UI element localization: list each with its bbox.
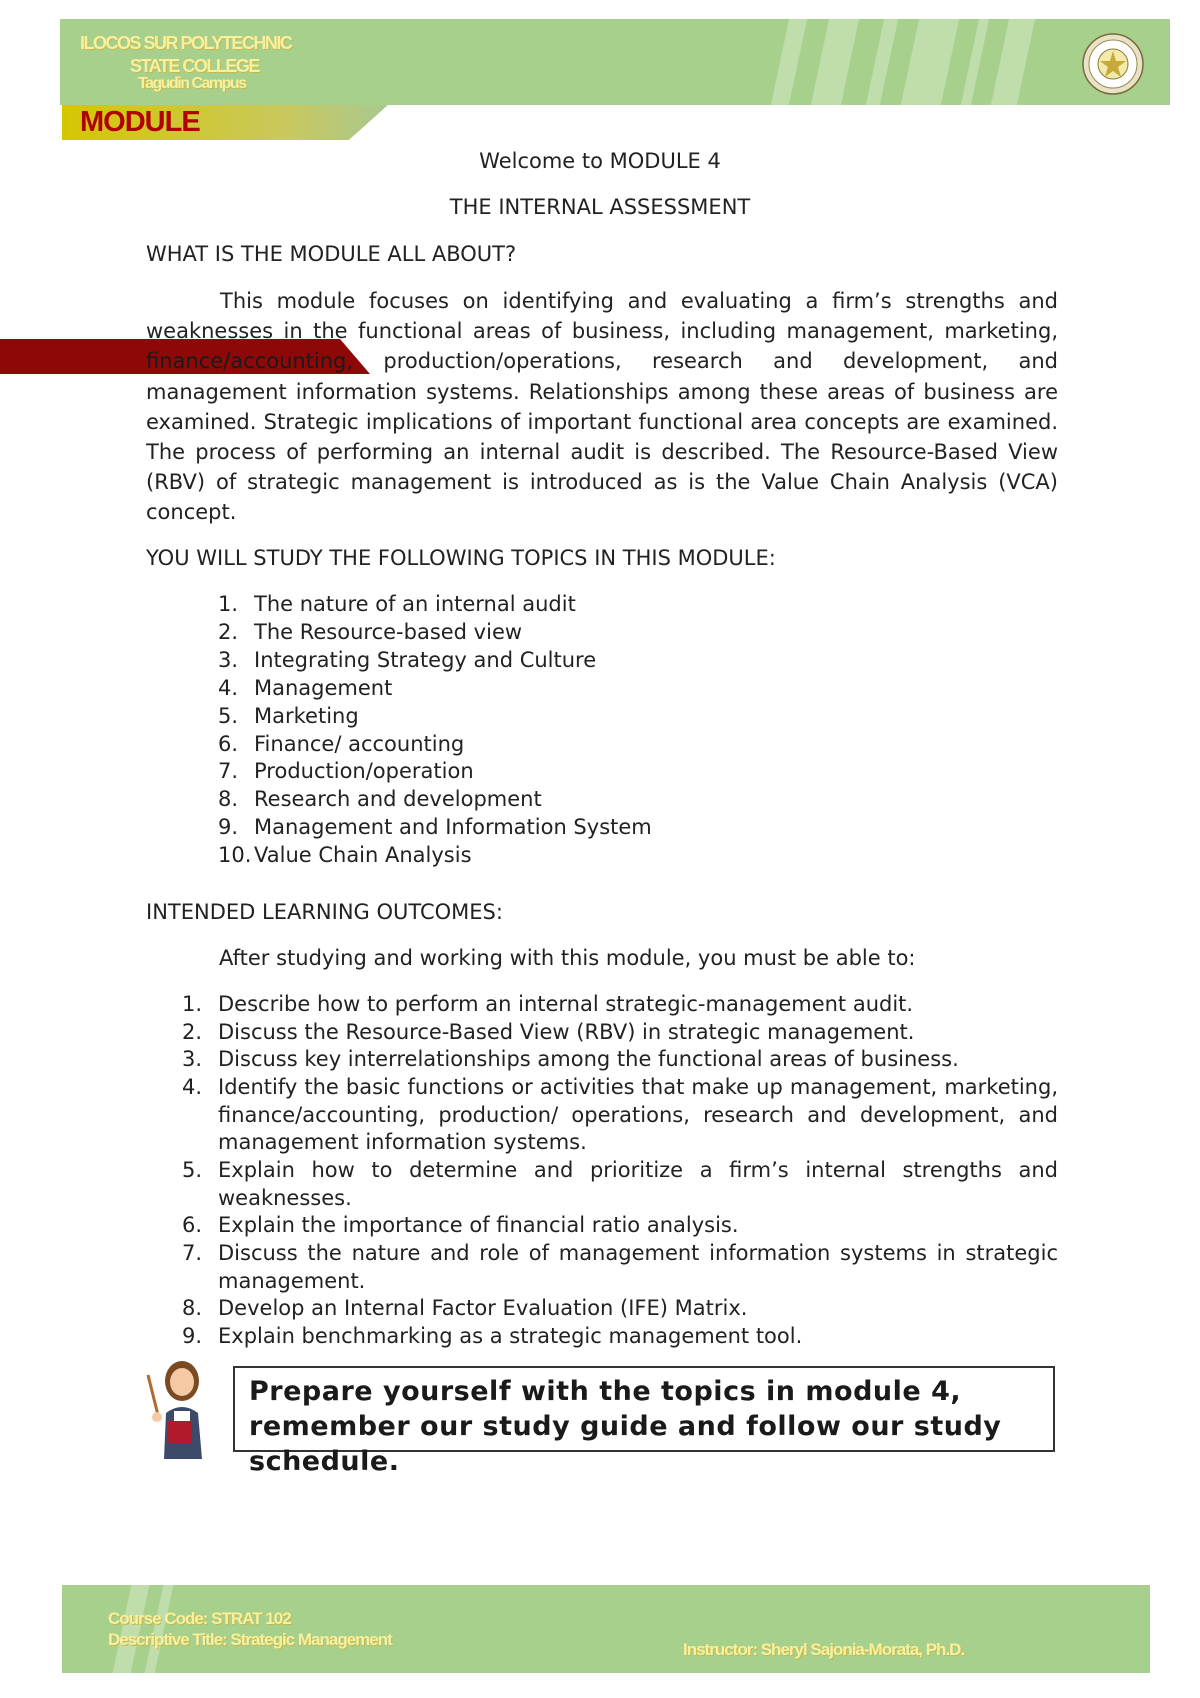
outcome-number: 5. — [182, 1158, 203, 1182]
topic-item — [218, 619, 522, 645]
campus-name: Tagudin Campus — [138, 75, 246, 92]
outcomes-heading: INTENDED LEARNING OUTCOMES: — [146, 900, 503, 924]
topic-item — [218, 591, 576, 617]
outcome-text: Discuss the Resource-Based View (RBV) in strategic management. — [218, 1020, 915, 1044]
outcome-item — [182, 1157, 1058, 1212]
outcome-item — [182, 1323, 1058, 1351]
topic-item — [218, 786, 542, 812]
topic-number: 10. — [218, 843, 252, 867]
teacher-illustration-icon — [142, 1355, 214, 1459]
footer-band — [62, 1585, 1150, 1673]
outcome-number: 1. — [182, 992, 203, 1016]
outcome-text: Explain benchmarking as a strategic management tool. — [218, 1324, 803, 1348]
topic-number: 3. — [218, 648, 239, 672]
course-code: Course Code: STRAT 102 — [108, 1609, 291, 1628]
outcome-text: Develop an Internal Factor Evaluation (IFE) Matrix. — [218, 1296, 748, 1320]
descriptive-title: Descriptive Title: Strategic Management — [108, 1630, 392, 1649]
topic-number: 5. — [218, 704, 239, 728]
topic-item — [218, 675, 392, 701]
outcome-item — [182, 991, 1058, 1019]
institution-name-line1: ILOCOS SUR POLYTECHNIC — [80, 33, 292, 53]
about-heading: WHAT IS THE MODULE ALL ABOUT? — [146, 242, 517, 266]
reminder-callout: Prepare yourself with the topics in module 4, remember our study guide and follow our study schedule. — [233, 1366, 1055, 1452]
outcome-number: 9. — [182, 1324, 203, 1348]
outcome-item — [182, 1074, 1058, 1157]
outcome-number: 6. — [182, 1213, 203, 1237]
topic-number: 4. — [218, 676, 239, 700]
outcome-text: Discuss the nature and role of management information systems in strategic management. — [218, 1241, 1058, 1293]
topics-heading: YOU WILL STUDY THE FOLLOWING TOPICS IN THIS MODULE: — [146, 546, 776, 570]
topic-number: 1. — [218, 592, 239, 616]
topic-text: The Resource-based view — [254, 620, 523, 644]
college-seal-icon — [1078, 32, 1148, 96]
outcome-text: Describe how to perform an internal strategic-management audit. — [218, 992, 914, 1016]
topic-number: 2. — [218, 620, 239, 644]
topic-number: 8. — [218, 787, 239, 811]
topic-text: The nature of an internal audit — [254, 592, 576, 616]
paragraph-text-start: This module focuses on identifying and evaluating a firm’s strengths and weaknesses in the functional areas of business, including management, marketing, — [146, 289, 1058, 344]
about-paragraph — [146, 286, 1058, 528]
paragraph-highlight: finance/accounting, — [146, 349, 354, 374]
outcome-item — [182, 1019, 1058, 1047]
outcome-item — [182, 1212, 1058, 1240]
topic-text: Marketing — [254, 704, 359, 728]
topic-item — [218, 758, 474, 784]
outcome-text: Explain how to determine and prioritize a firm’s internal strengths and weaknesses. — [218, 1158, 1058, 1210]
institution-name-line2: STATE COLLEGE — [130, 56, 259, 76]
topic-item — [218, 731, 464, 757]
outcome-number: 7. — [182, 1241, 203, 1265]
topic-text: Management — [254, 676, 393, 700]
topic-text: Finance/ accounting — [254, 732, 465, 756]
topic-text: Production/operation — [254, 759, 474, 783]
outcomes-intro: After studying and working with this module, you must be able to: — [219, 946, 916, 970]
paragraph-text-end: production/operations, research and development, and management information systems. Relationships among these areas of business are examined. Strategic implications of important functional area concepts are examined. The process of performing an internal audit is described. The Resource-Based View (RBV) of strategic management is introduced as is the Value Chain Analysis (VCA) concept. — [146, 349, 1058, 525]
outcome-text: Explain the importance of financial ratio analysis. — [218, 1213, 739, 1237]
outcome-item — [182, 1295, 1058, 1323]
topic-number: 7. — [218, 759, 239, 783]
outcome-number: 3. — [182, 1047, 203, 1071]
outcome-text: Discuss key interrelationships among the functional areas of business. — [218, 1047, 959, 1071]
outcome-item — [182, 1240, 1058, 1295]
topic-text: Integrating Strategy and Culture — [254, 648, 597, 672]
outcome-number: 4. — [182, 1075, 203, 1099]
welcome-title: Welcome to MODULE 4 — [479, 149, 721, 173]
topic-item — [218, 647, 596, 673]
module-label: MODULE — [80, 106, 200, 138]
topic-text: Value Chain Analysis — [254, 843, 472, 867]
topic-item — [218, 703, 359, 729]
outcome-item — [182, 1046, 1058, 1074]
instructor-name: Instructor: Sheryl Sajonia-Morata, Ph.D. — [683, 1640, 965, 1659]
module-subject-title: THE INTERNAL ASSESSMENT — [449, 195, 751, 219]
topic-text: Research and development — [254, 787, 542, 811]
topic-item — [218, 814, 652, 840]
outcome-text: Identify the basic functions or activities that make up management, marketing, finance/accounting, production/ operations, research and development, and management information systems. — [218, 1075, 1058, 1155]
topic-text: Management and Information System — [254, 815, 652, 839]
outcome-number: 2. — [182, 1020, 203, 1044]
topic-number: 9. — [218, 815, 239, 839]
topic-item — [218, 842, 472, 868]
outcome-number: 8. — [182, 1296, 203, 1320]
topic-number: 6. — [218, 732, 239, 756]
